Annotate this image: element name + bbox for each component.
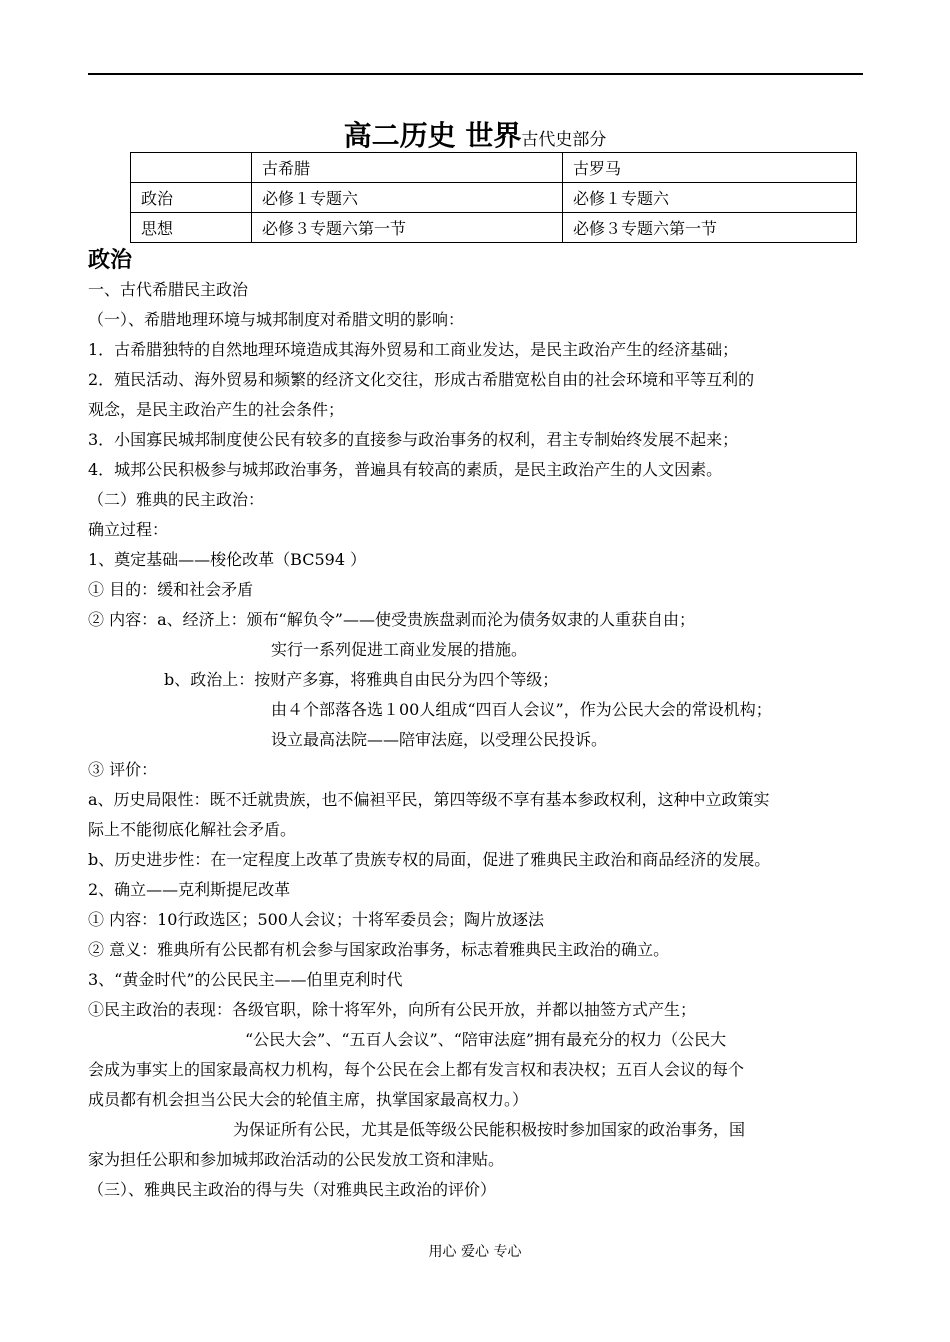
page-footer: 用心 爱心 专心 <box>428 1244 522 1260</box>
text-line: ① 内容：10行政选区；500人会议；十将军委员会；陶片放逐法 <box>88 910 544 929</box>
text-line: 际上不能彻底化解社会矛盾。 <box>88 820 297 839</box>
text-line: 观念，是民主政治产生的社会条件； <box>88 400 345 419</box>
text-line: 实行一系列促进工商业发展的措施。 <box>271 640 528 659</box>
table-cell: 必修３专题六第一节 <box>252 213 563 243</box>
text-line: ①民主政治的表现：各级官职，除十将军外，向所有公民开放，并都以抽签方式产生； <box>88 1000 697 1019</box>
text-line: 1．古希腊独特的自然地理环境造成其海外贸易和工商业发达，是民主政治产生的经济基础； <box>88 340 739 359</box>
text-line: 1、奠定基础——梭伦改革（BC594 ） <box>88 550 367 569</box>
text-line: （二）雅典的民主政治： <box>88 490 265 509</box>
text-line: 设立最高法院——陪审法庭，以受理公民投诉。 <box>271 730 608 749</box>
text-line: （三）、雅典民主政治的得与失（对雅典民主政治的评价） <box>88 1180 497 1199</box>
title-sub: 古代史部分 <box>521 130 607 150</box>
document-body <box>88 275 878 1205</box>
text-line: 由４个部落各选１00人组成“四百人会议”，作为公民大会的常设机构； <box>271 700 772 719</box>
table-cell: 古罗马 <box>563 153 857 183</box>
table-cell: 必修１专题六 <box>252 183 563 213</box>
table-cell <box>131 153 252 183</box>
table-row <box>131 213 857 243</box>
module-table <box>130 152 857 243</box>
table-row <box>131 183 857 213</box>
text-line: 一、古代希腊民主政治 <box>88 280 249 299</box>
text-line: （一）、希腊地理环境与城邦制度对希腊文明的影响： <box>88 310 465 329</box>
table-cell: 必修１专题六 <box>563 183 857 213</box>
text-line: 3．小国寡民城邦制度使公民有较多的直接参与政治事务的权利，君主专制始终发展不起来； <box>88 430 739 449</box>
text-line: 成员都有机会担当公民大会的轮值主席，执掌国家最高权力。） <box>88 1090 529 1109</box>
table-cell: 必修３专题六第一节 <box>563 213 857 243</box>
title-main: 高二历史 世界 <box>343 119 522 152</box>
table-cell: 思想 <box>131 213 252 243</box>
text-line: 4．城邦公民积极参与城邦政治事务，普遍具有较高的素质，是民主政治产生的人文因素。 <box>88 460 723 479</box>
header-rule <box>88 73 863 75</box>
text-line: b、政治上：按财产多寡，将雅典自由民分为四个等级； <box>164 670 559 689</box>
text-line: 2、确立——克利斯提尼改革 <box>88 880 291 899</box>
text-line: ① 目的：缓和社会矛盾 <box>88 580 254 599</box>
table-header-row <box>131 153 857 183</box>
text-line: ③ 评价： <box>88 760 158 779</box>
text-line: a、历史局限性：既不迁就贵族，也不偏袒平民，第四等级不享有基本参政权利，这种中立政策实 <box>88 790 770 809</box>
text-line: 3、“黄金时代”的公民民主——伯里克利时代 <box>88 970 403 989</box>
section-heading: 政治 <box>88 247 133 273</box>
text-line: 家为担任公职和参加城邦政治活动的公民发放工资和津贴。 <box>88 1150 505 1169</box>
text-line: “公民大会”、“五百人会议”、“陪审法庭”拥有最充分的权力（公民大 <box>245 1030 727 1049</box>
text-line: b、历史进步性：在一定程度上改革了贵族专权的局面，促进了雅典民主政治和商品经济的发展。 <box>88 850 771 869</box>
text-line: 确立过程： <box>88 520 169 539</box>
table-cell: 古希腊 <box>252 153 563 183</box>
text-line: 为保证所有公民，尤其是低等级公民能积极按时参加国家的政治事务，国 <box>233 1120 746 1139</box>
text-line: 会成为事实上的国家最高权力机构，每个公民在会上都有发言权和表决权；五百人会议的每个 <box>88 1060 745 1079</box>
table-cell: 政治 <box>131 183 252 213</box>
text-line: 2．殖民活动、海外贸易和频繁的经济文化交往，形成古希腊宽松自由的社会环境和平等互利的 <box>88 370 755 389</box>
text-line: ② 内容：a、经济上：颁布“解负令”——使受贵族盘剥而沦为债务奴隶的人重获自由； <box>88 610 695 629</box>
text-line: ② 意义：雅典所有公民都有机会参与国家政治事务，标志着雅典民主政治的确立。 <box>88 940 670 959</box>
